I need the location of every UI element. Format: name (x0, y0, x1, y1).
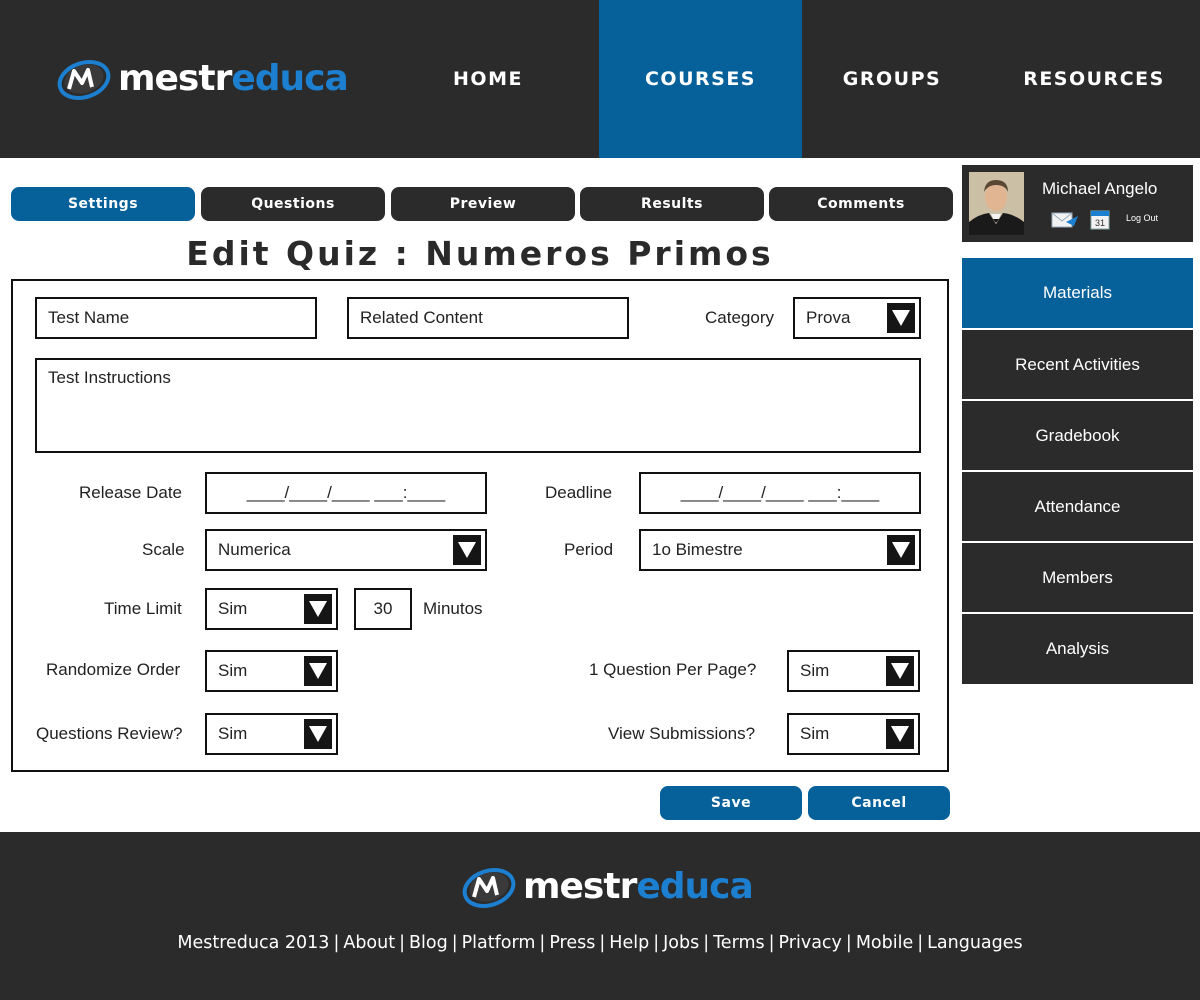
page-footer (0, 832, 1200, 1000)
save-button[interactable]: Save (660, 786, 802, 820)
logo-mark-icon (461, 867, 517, 907)
randomize-order-label: Randomize Order (46, 660, 181, 679)
release-date-input[interactable]: ____/____/____ ___:____ (205, 472, 487, 514)
nav-courses[interactable]: COURSES (599, 0, 802, 158)
tab-preview[interactable]: Preview (391, 187, 575, 221)
footer-separator: | (451, 933, 458, 953)
sidebar-item-members[interactable]: Members (962, 543, 1193, 612)
footer-link-about[interactable]: About (343, 933, 396, 953)
test-instructions-textarea[interactable]: Test Instructions (35, 358, 921, 453)
footer-link-terms[interactable]: Terms (713, 933, 765, 953)
footer-link-copyright[interactable]: Mestreduca 2013 (177, 933, 330, 953)
top-header (0, 0, 1200, 158)
dropdown-arrow-icon (304, 594, 332, 624)
logout-link[interactable]: Log Out (1126, 213, 1159, 223)
avatar[interactable] (969, 172, 1024, 235)
footer-link-privacy[interactable]: Privacy (778, 933, 842, 953)
nav-home[interactable]: HOME (453, 68, 523, 90)
time-limit-value: Sim (218, 599, 248, 618)
test-name-input[interactable]: Test Name (35, 297, 317, 339)
scale-select[interactable] (205, 529, 487, 571)
page-title: Edit Quiz : Numeros Primos (186, 234, 774, 273)
footer-separator: | (539, 933, 546, 953)
user-profile-card (962, 165, 1193, 242)
randomize-order-value: Sim (218, 661, 248, 680)
footer-link-mobile[interactable]: Mobile (855, 933, 914, 953)
footer-separator: | (399, 933, 405, 953)
footer-link-languages[interactable]: Languages (927, 933, 1023, 953)
scale-value: Numerica (218, 540, 291, 559)
footer-link-platform[interactable]: Platform (461, 933, 536, 953)
category-label: Category (705, 308, 774, 327)
header-logo[interactable] (56, 58, 348, 99)
footer-separator: | (653, 933, 660, 953)
footer-separator: | (599, 933, 606, 953)
dropdown-arrow-icon (887, 535, 915, 565)
sidebar-item-recent-activities[interactable]: Recent Activities (962, 330, 1193, 399)
dropdown-arrow-icon (304, 719, 332, 749)
sidebar-item-analysis[interactable]: Analysis (962, 614, 1193, 684)
question-per-page-label: 1 Question Per Page? (589, 660, 757, 679)
svg-text:31: 31 (1094, 218, 1106, 228)
dropdown-arrow-icon (453, 535, 481, 565)
footer-links (0, 933, 1200, 953)
view-submissions-value: Sim (800, 724, 830, 743)
time-limit-label: Time Limit (104, 599, 182, 618)
minutes-unit-label: Minutos (423, 599, 483, 618)
question-per-page-select[interactable] (787, 650, 920, 692)
deadline-label: Deadline (545, 483, 613, 502)
footer-link-help[interactable]: Help (609, 933, 650, 953)
scale-label: Scale (142, 540, 185, 559)
footer-logo[interactable] (461, 866, 753, 907)
footer-link-blog[interactable]: Blog (409, 933, 448, 953)
questions-review-label: Questions Review? (36, 724, 183, 743)
mail-icon[interactable] (1050, 207, 1078, 231)
question-per-page-value: Sim (800, 661, 830, 680)
sidebar-item-materials[interactable]: Materials (962, 258, 1193, 328)
category-select[interactable] (793, 297, 921, 339)
questions-review-value: Sim (218, 724, 248, 743)
tab-settings[interactable]: Settings (11, 187, 195, 221)
sidebar-item-gradebook[interactable]: Gradebook (962, 401, 1193, 470)
view-submissions-label: View Submissions? (608, 724, 756, 743)
tab-questions[interactable]: Questions (201, 187, 385, 221)
cancel-button[interactable]: Cancel (808, 786, 950, 820)
dropdown-arrow-icon (304, 656, 332, 686)
dropdown-arrow-icon (886, 719, 914, 749)
logo-mark-icon (56, 59, 112, 99)
tab-results[interactable]: Results (580, 187, 764, 221)
minutes-input[interactable]: 30 (354, 588, 412, 630)
time-limit-select[interactable] (205, 588, 338, 630)
footer-separator: | (703, 933, 710, 953)
calendar-icon[interactable] (1086, 207, 1114, 231)
sidebar-item-attendance[interactable]: Attendance (962, 472, 1193, 541)
brand-wordmark: mestreduca (118, 58, 348, 99)
footer-separator: | (768, 933, 775, 953)
period-value: 1o Bimestre (652, 540, 743, 559)
quiz-settings-form (11, 279, 949, 772)
view-submissions-select[interactable] (787, 713, 920, 755)
user-name: Michael Angelo (1042, 179, 1158, 198)
dropdown-arrow-icon (886, 656, 914, 686)
period-select[interactable] (639, 529, 921, 571)
release-date-label: Release Date (79, 483, 183, 502)
footer-separator: | (333, 933, 340, 953)
randomize-order-select[interactable] (205, 650, 338, 692)
footer-link-jobs[interactable]: Jobs (663, 933, 700, 953)
category-value: Prova (806, 308, 851, 327)
footer-link-press[interactable]: Press (549, 933, 596, 953)
brand-wordmark: mestreduca (523, 866, 753, 907)
dropdown-arrow-icon (887, 303, 915, 333)
nav-groups[interactable]: GROUPS (842, 68, 942, 90)
period-label: Period (564, 540, 614, 559)
questions-review-select[interactable] (205, 713, 338, 755)
tab-comments[interactable]: Comments (769, 187, 953, 221)
deadline-input[interactable]: ____/____/____ ___:____ (639, 472, 921, 514)
footer-separator: | (917, 933, 924, 953)
related-content-input[interactable]: Related Content (347, 297, 629, 339)
footer-separator: | (845, 933, 852, 953)
nav-resources[interactable]: RESOURCES (1023, 68, 1165, 90)
